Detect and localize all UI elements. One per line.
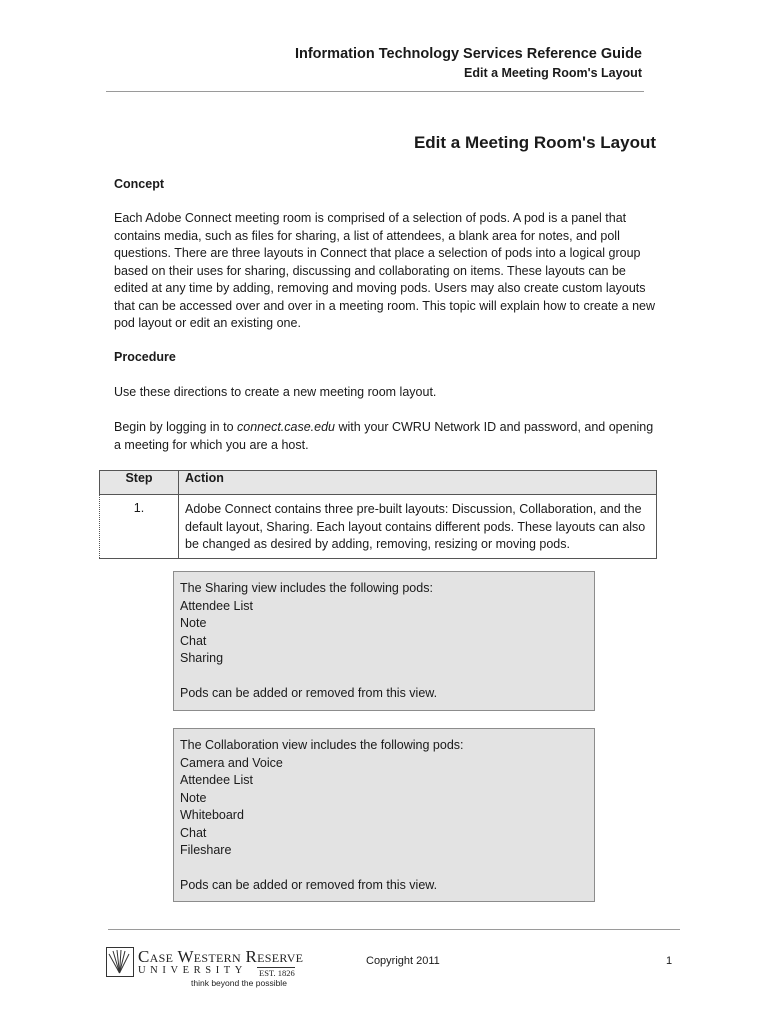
seal-icon (106, 947, 134, 977)
concept-paragraph: Each Adobe Connect meeting room is comprised of a selection of pods. A pod is a panel that contains media, such as files for sharing, a list of attendees, a blank area for notes, and poll questions. There are three layouts in Connect that place a selection of pods into a logical group based on their uses for sharing, discussing and collaborating on items. These layouts can be edited at any time by adding, removing and moving pods. Users may also create custom layouts that can be accessed over and over in a meeting room. This topic will explain how to create a new pod layout or edit an existing one. (114, 211, 656, 330)
logo-name: Case Western Reserve (138, 947, 304, 966)
header-title: Information Technology Services Reference Guide (294, 46, 642, 62)
pod-list-item: Chat (180, 633, 207, 648)
step-column-header: Step (100, 471, 179, 495)
step-action: Adobe Connect contains three pre-built layouts: Discussion, Collaboration, and the default layout, Sharing. Each layout contains different pods. These layouts can also be changed as desired by adding, removing, resizing or moving pods. (179, 495, 657, 559)
logo-university: UNIVERSITY (138, 965, 247, 976)
table-row (100, 495, 657, 559)
collab-intro: The Collaboration view includes the following pods: (180, 738, 464, 752)
procedure-begin (114, 419, 662, 454)
sharing-view-box (173, 571, 595, 711)
header-divider (106, 91, 644, 92)
page-number: 1 (666, 955, 673, 967)
pod-list-item: Camera and Voice (180, 755, 283, 770)
pod-list-item: Fileshare (180, 843, 232, 857)
step-table (99, 470, 657, 559)
concept-heading: Concept (114, 177, 164, 191)
pod-list-item: Whiteboard (180, 808, 244, 822)
sharing-intro: The Sharing view includes the following pods: (180, 581, 433, 595)
pod-list-item: Note (180, 790, 207, 805)
pod-list-item: Chat (180, 825, 207, 840)
pod-list-item: Attendee List (180, 773, 253, 787)
procedure-heading: Procedure (114, 350, 176, 364)
pod-list-item: Note (180, 616, 207, 630)
footer-divider (108, 929, 680, 930)
page-title: Edit a Meeting Room's Layout (413, 133, 656, 152)
action-column-header: Action (179, 471, 657, 495)
begin-suffix: with your CWRU Network ID and password, and opening a meeting for which you are a host. (114, 420, 654, 452)
table-header-row (100, 471, 657, 495)
begin-prefix: Begin by logging in to (114, 420, 238, 434)
pod-list-item: Sharing (180, 651, 224, 665)
copyright-text: Copyright 2011 (366, 955, 440, 967)
collab-note: Pods can be added or removed from this view. (180, 878, 438, 892)
sharing-note: Pods can be added or removed from this view. (180, 686, 438, 700)
pod-list-item: Attendee List (180, 598, 253, 613)
logo-established: EST. 1826 (259, 968, 295, 978)
procedure-intro: Use these directions to create a new meeting room layout. (114, 385, 437, 399)
step-number: 1. (100, 495, 179, 559)
connect-url-text: connect.case.edu (237, 420, 336, 434)
university-logo (106, 947, 304, 991)
header-subtitle: Edit a Meeting Room's Layout (464, 66, 642, 80)
logo-tagline: think beyond the possible (191, 978, 287, 988)
collaboration-view-box (173, 728, 595, 902)
seal-sunburst-icon (107, 948, 132, 975)
